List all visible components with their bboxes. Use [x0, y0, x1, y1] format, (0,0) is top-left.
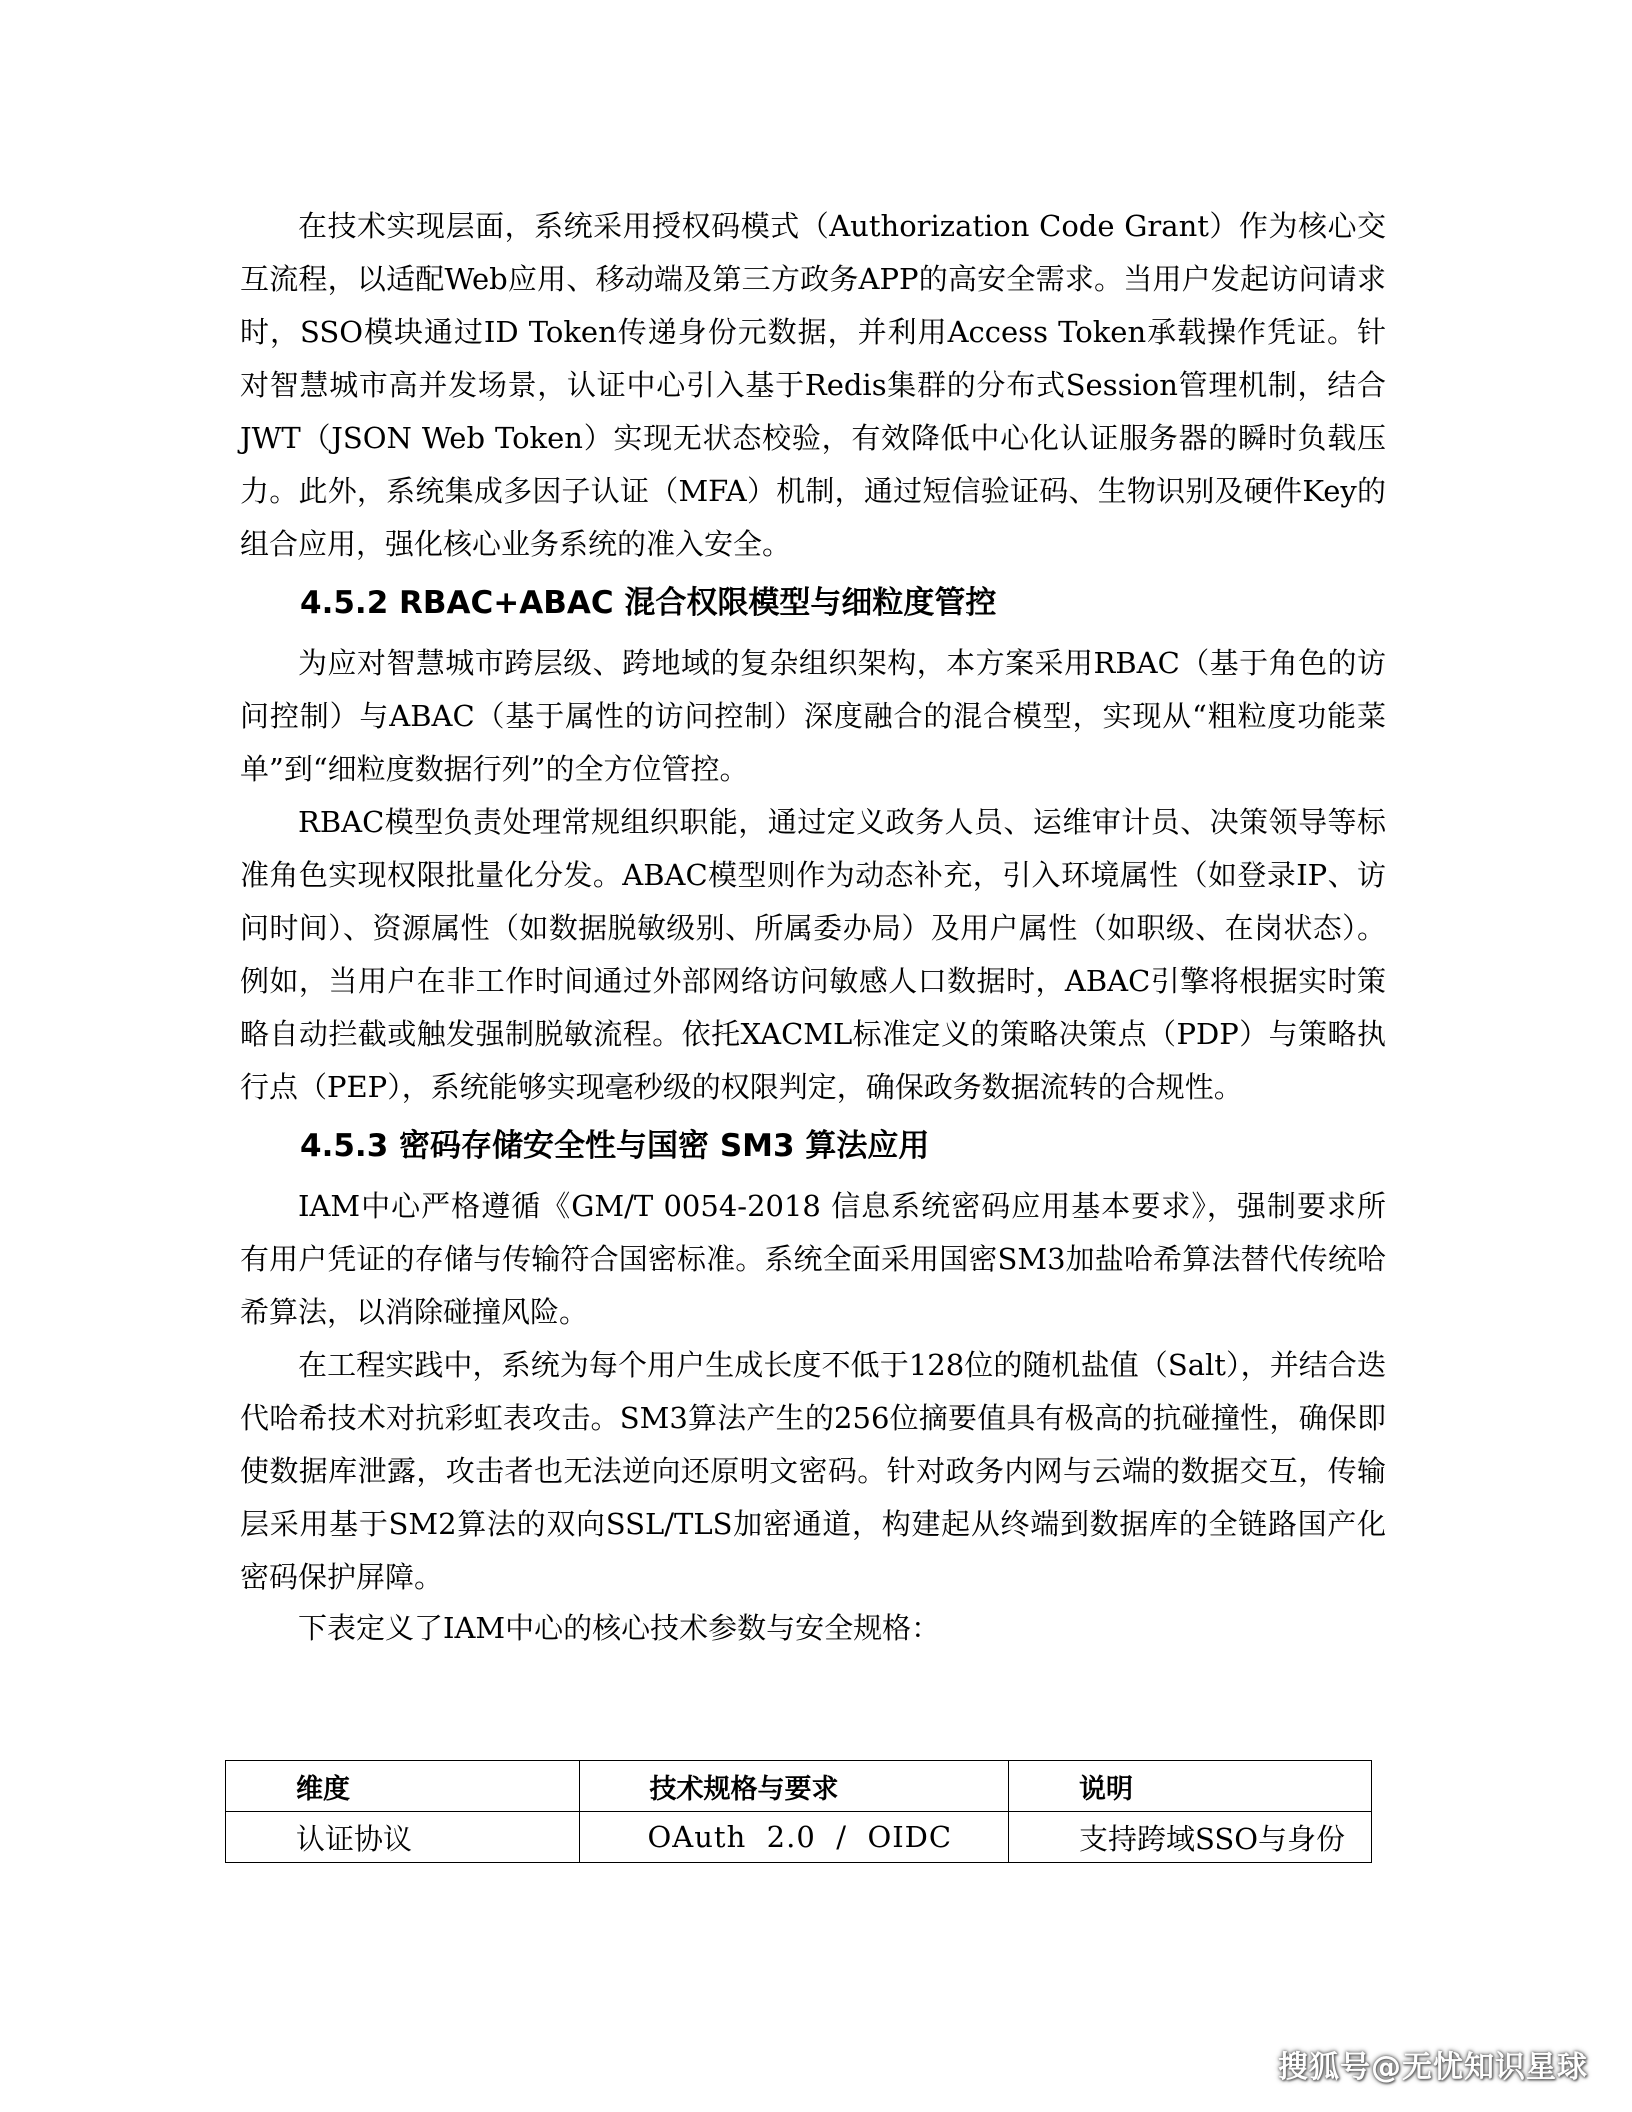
- table-cell-spec: OAuth 2.0 / OIDC: [579, 1812, 1009, 1863]
- table-cell-notes: 支持跨域SSO与身份: [1009, 1812, 1372, 1863]
- table-header-dimension: 维度: [226, 1761, 580, 1812]
- table-header-notes: 说明: [1009, 1761, 1372, 1812]
- table-lead-sentence: 下表定义了IAM中心的核心技术参数与安全规格：: [298, 1611, 941, 1645]
- table-header-spec: 技术规格与要求: [579, 1761, 1009, 1812]
- document-body: [240, 200, 1386, 1652]
- table-cell-dimension: 认证协议: [226, 1812, 580, 1863]
- paragraph-auth-code-flow: 在技术实现层面，系统采用授权码模式（Authorization Code Grant）作为核心交互流程，以适配Web应用、移动端及第三方政务APP的高安全需求。当用户发起访问请求时，SSO模块通过ID Token传递身份元数据，并利用Access Token承载操作凭证。针对智慧城市高并发场景，认证中心引入基于Redis集群的分布式Session管理机制，结合JWT（JSON Web Token）实现无状态校验，有效降低中心化认证服务器的瞬时负载压力。此外，系统集成多因子认证（MFA）机制，通过短信验证码、生物识别及硬件Key的组合应用，强化核心业务系统的准入安全。: [240, 209, 1386, 561]
- paragraph-rbac-abac-intro: 为应对智慧城市跨层级、跨地域的复杂组织架构，本方案采用RBAC（基于角色的访问控制）与ABAC（基于属性的访问控制）深度融合的混合模型，实现从“粗粒度功能菜单”到“细粒度数据行列”的全方位管控。: [240, 646, 1386, 786]
- table-header-row: [226, 1761, 1372, 1812]
- heading-4-5-3: 4.5.3 密码存储安全性与国密 SM3 算法应用: [300, 1128, 930, 1164]
- watermark: 搜狐号@无忧知识星球: [1278, 2050, 1588, 2085]
- heading-4-5-2: 4.5.2 RBAC+ABAC 混合权限模型与细粒度管控: [300, 585, 997, 621]
- paragraph-rbac-abac-detail: RBAC模型负责处理常规组织职能，通过定义政务人员、运维审计员、决策领导等标准角色实现权限批量化分发。ABAC模型则作为动态补充，引入环境属性（如登录IP、访问时间）、资源属性（如数据脱敏级别、所属委办局）及用户属性（如职级、在岗状态）。例如，当用户在非工作时间通过外部网络访问敏感人口数据时，ABAC引擎将根据实时策略自动拦截或触发强制脱敏流程。依托XACML标准定义的策略决策点（PDP）与策略执行点（PEP），系统能够实现毫秒级的权限判定，确保政务数据流转的合规性。: [240, 805, 1386, 1104]
- paragraph-sm3-intro: IAM中心严格遵循《GM/T 0054-2018 信息系统密码应用基本要求》，强制要求所有用户凭证的存储与传输符合国密标准。系统全面采用国密SM3加盐哈希算法替代传统哈希算法，以消除碰撞风险。: [240, 1189, 1386, 1329]
- table-row: [226, 1812, 1372, 1863]
- paragraph-sm3-detail: 在工程实践中，系统为每个用户生成长度不低于128位的随机盐值（Salt），并结合迭代哈希技术对抗彩虹表攻击。SM3算法产生的256位摘要值具有极高的抗碰撞性，确保即使数据库泄露，攻击者也无法逆向还原明文密码。针对政务内网与云端的数据交互，传输层采用基于SM2算法的双向SSL/TLS加密通道，构建起从终端到数据库的全链路国产化密码保护屏障。: [240, 1348, 1386, 1594]
- spec-table: [225, 1760, 1372, 1863]
